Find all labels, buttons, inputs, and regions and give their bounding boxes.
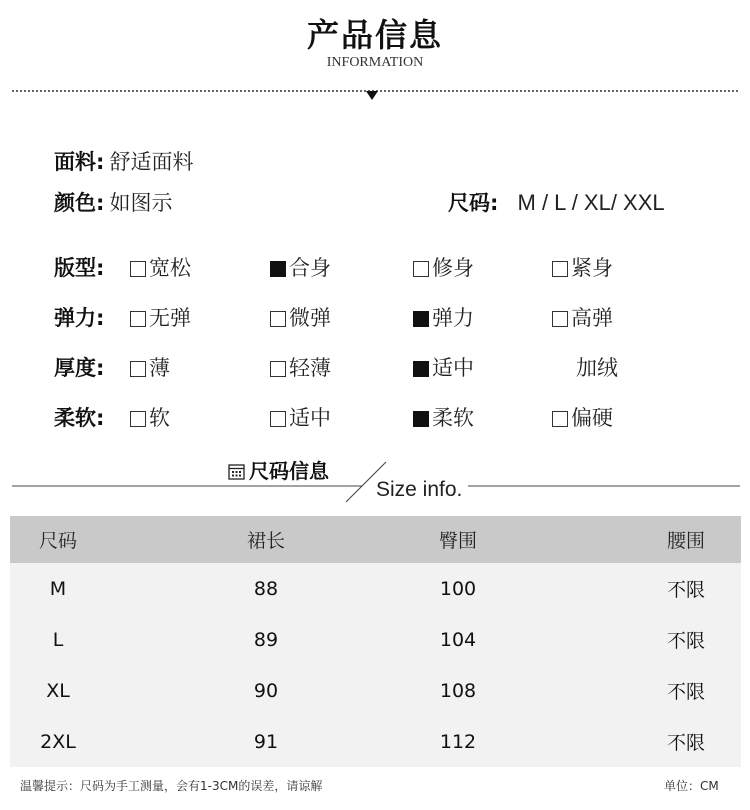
- table-row: [10, 716, 741, 767]
- attribute-option: [130, 302, 191, 332]
- page-subtitle: INFORMATION: [326, 55, 424, 70]
- attribute-option: [413, 352, 474, 382]
- fabric-label: 面料:: [54, 150, 105, 174]
- table-cell: 90: [253, 679, 279, 702]
- table-cell: 不限: [666, 579, 705, 601]
- unchecked-box-icon: [130, 361, 146, 377]
- table-cell: 不限: [666, 732, 705, 754]
- table-cell: 88: [253, 577, 279, 600]
- attribute-option: [552, 252, 613, 282]
- attribute-option: [576, 352, 618, 382]
- attribute-option: [130, 352, 170, 382]
- attribute-option: [130, 402, 170, 432]
- header-length: 裙长: [106, 516, 426, 563]
- attribute-option-text: 高弹: [571, 306, 613, 330]
- unchecked-box-icon: [552, 261, 568, 277]
- unchecked-box-icon: [270, 361, 286, 377]
- triangle-down-icon: [366, 91, 378, 100]
- attribute-option-text: 微弹: [289, 306, 331, 330]
- table-cell: 89: [253, 628, 279, 651]
- attribute-option: [413, 252, 474, 282]
- size-section-title-text: 尺码信息: [249, 459, 329, 483]
- attribute-option: [130, 252, 191, 282]
- attribute-option-text: 轻薄: [289, 356, 331, 380]
- footer-note: 温馨提示：尺码为手工测量，会有1-3CM的误差，请谅解: [20, 779, 323, 793]
- attribute-option-text: 弹力: [432, 306, 474, 330]
- attribute-option-text: 加绒: [576, 356, 618, 380]
- unchecked-box-icon: [270, 311, 286, 327]
- attribute-label: 柔软:: [54, 406, 105, 430]
- attribute-label: 厚度:: [54, 356, 105, 380]
- table-cell: L: [52, 628, 64, 651]
- table-cell: 2XL: [40, 730, 76, 753]
- attribute-option: [270, 402, 331, 432]
- attribute-option: [270, 252, 331, 282]
- attribute-label: 弹力:: [54, 306, 105, 330]
- attribute-option: [270, 302, 331, 332]
- unchecked-box-icon: [130, 411, 146, 427]
- size-section-subtitle: Size info.: [376, 478, 463, 501]
- table-cell: 100: [439, 577, 477, 600]
- table-row: [10, 665, 741, 716]
- fabric-row: [54, 146, 194, 176]
- attribute-option: [413, 302, 474, 332]
- attribute-option-text: 修身: [432, 256, 474, 280]
- size-value: M / L / XL/ XXL: [517, 190, 665, 215]
- checked-box-icon: [270, 261, 286, 277]
- table-cell: 104: [439, 628, 477, 651]
- checked-box-icon: [413, 361, 429, 377]
- size-row: [448, 187, 665, 217]
- unchecked-box-icon: [270, 411, 286, 427]
- attribute-option: [413, 402, 474, 432]
- attribute-option-text: 无弹: [149, 306, 191, 330]
- unchecked-box-icon: [552, 311, 568, 327]
- table-cell: 不限: [666, 630, 705, 652]
- attribute-label: 版型:: [54, 256, 105, 280]
- size-section-divider: [0, 458, 750, 506]
- attribute-option-text: 适中: [432, 356, 474, 380]
- unchecked-box-icon: [130, 311, 146, 327]
- attribute-option-text: 偏硬: [571, 406, 613, 430]
- size-table-body: [10, 563, 741, 767]
- checked-box-icon: [413, 311, 429, 327]
- attribute-option: [552, 302, 613, 332]
- unchecked-box-icon: [130, 261, 146, 277]
- header-hip: 臀围: [426, 516, 490, 563]
- color-label: 颜色:: [54, 191, 105, 215]
- table-row: [10, 614, 741, 665]
- table-cell: XL: [46, 679, 70, 702]
- table-row: [10, 563, 741, 614]
- attribute-option-text: 适中: [289, 406, 331, 430]
- attribute-option-text: 合身: [289, 256, 331, 280]
- unchecked-box-icon: [552, 411, 568, 427]
- header-waist: 腰围: [490, 516, 741, 563]
- table-header-row: [10, 516, 741, 563]
- color-row: [54, 187, 173, 217]
- page-title: 产品信息: [306, 16, 443, 54]
- table-cell: M: [49, 577, 67, 600]
- header-size: 尺码: [10, 516, 106, 563]
- unchecked-box-icon: [413, 261, 429, 277]
- table-cell: 112: [439, 730, 477, 753]
- attribute-option-text: 紧身: [571, 256, 613, 280]
- table-cell: 不限: [666, 681, 705, 703]
- color-value: 如图示: [109, 191, 173, 215]
- attribute-option-text: 宽松: [149, 256, 191, 280]
- fabric-value: 舒适面料: [109, 150, 194, 174]
- table-cell: 108: [439, 679, 477, 702]
- attribute-option: [270, 352, 331, 382]
- attribute-option: [552, 402, 613, 432]
- size-label: 尺码:: [448, 191, 499, 215]
- footer-unit: 单位：CM: [664, 779, 719, 793]
- attribute-option-text: 柔软: [432, 406, 474, 430]
- checked-box-icon: [413, 411, 429, 427]
- table-cell: 91: [253, 730, 279, 753]
- attribute-option-text: 薄: [149, 356, 170, 380]
- size-table: [10, 516, 741, 767]
- attribute-option-text: 软: [149, 406, 170, 430]
